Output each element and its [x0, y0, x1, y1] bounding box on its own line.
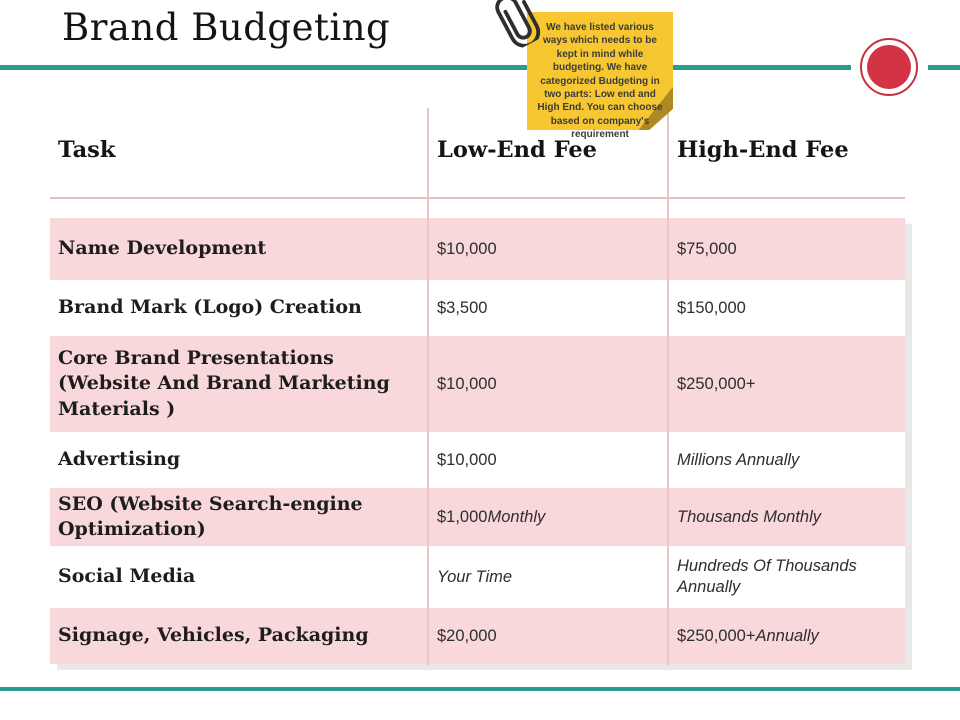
fee-table — [50, 125, 905, 664]
low-end-fee-cell — [428, 546, 668, 608]
low-end-fee-cell-text: $3,500 — [437, 298, 488, 317]
low-end-fee-cell-text: $10,000 — [437, 450, 497, 469]
task-label: Core Brand Presentations (Website And Brand Marketing Materials ) — [58, 347, 390, 420]
header-cell-high-end-fee: High-End Fee — [677, 137, 849, 163]
low-end-fee-cell — [428, 336, 668, 432]
table-row — [50, 218, 905, 280]
slide-title: Brand Budgeting — [62, 6, 391, 49]
task-cell — [50, 218, 428, 280]
high-end-fee-cell — [668, 608, 905, 664]
high-end-fee-cell — [668, 432, 905, 488]
table-row — [50, 488, 905, 546]
high-end-fee-cell-text: Thousands Monthly — [677, 507, 821, 526]
task-cell — [50, 336, 428, 432]
bottom-divider-line — [0, 687, 960, 691]
table-body — [50, 218, 905, 664]
task-label: Advertising — [58, 448, 181, 471]
task-cell — [50, 546, 428, 608]
table-row — [50, 280, 905, 336]
top-divider-line — [0, 65, 851, 70]
high-end-fee-cell-text: Hundreds Of Thousands Annually — [677, 557, 857, 596]
low-end-fee-cell — [428, 488, 668, 546]
low-end-fee-cell-text: Monthly — [487, 507, 546, 526]
task-cell — [50, 280, 428, 336]
sticky-note-text: We have listed various ways which needs to be kept in mind while budgeting. We have categorized Budgeting in two parts: Low end and High End. You can choose based on company's requirement — [537, 22, 663, 141]
column-divider-1 — [427, 108, 429, 665]
red-circle-dot — [867, 45, 911, 89]
task-label: Name Development — [58, 237, 267, 260]
table-row — [50, 432, 905, 488]
top-divider-line-right — [928, 65, 960, 70]
high-end-fee-cell — [668, 280, 905, 336]
task-label: SEO (Website Search-engine Optimization) — [58, 492, 363, 540]
task-label: Social Media — [58, 565, 196, 588]
low-end-fee-cell — [428, 432, 668, 488]
high-end-fee-cell — [668, 336, 905, 432]
low-end-fee-cell — [428, 280, 668, 336]
high-end-fee-cell-text: Annually — [755, 626, 819, 645]
high-end-fee-cell — [668, 218, 905, 280]
high-end-fee-cell-text: $250,000+ — [677, 374, 756, 393]
high-end-fee-cell-text: $75,000 — [677, 239, 737, 258]
high-end-fee-cell-text: Millions Annually — [677, 450, 800, 469]
table-row — [50, 608, 905, 664]
header-underline — [50, 197, 905, 199]
table-row — [50, 546, 905, 608]
table-row — [50, 336, 905, 432]
high-end-fee-cell-text: $250,000+ — [677, 626, 756, 645]
task-label: Brand Mark (Logo) Creation — [58, 296, 362, 319]
low-end-fee-cell-text: $1,000 — [437, 507, 488, 526]
high-end-fee-cell-text: $150,000 — [677, 298, 746, 317]
sticky-note — [527, 12, 673, 141]
task-cell — [50, 488, 428, 546]
table-header-spacer — [50, 198, 905, 218]
high-end-fee-cell — [668, 546, 905, 608]
low-end-fee-cell-text: $10,000 — [437, 239, 497, 258]
table-header-row — [50, 125, 905, 198]
low-end-fee-cell-text: $20,000 — [437, 626, 497, 645]
high-end-fee-cell — [668, 488, 905, 546]
low-end-fee-cell — [428, 608, 668, 664]
task-cell — [50, 608, 428, 664]
low-end-fee-cell — [428, 218, 668, 280]
column-divider-2 — [667, 108, 669, 665]
low-end-fee-cell-text: Your Time — [437, 567, 513, 586]
task-cell — [50, 432, 428, 488]
header-cell-low-end-fee: Low-End Fee — [437, 137, 597, 163]
task-label: Signage, Vehicles, Packaging — [58, 624, 369, 647]
low-end-fee-cell-text: $10,000 — [437, 374, 497, 393]
header-cell-task: Task — [58, 137, 116, 163]
